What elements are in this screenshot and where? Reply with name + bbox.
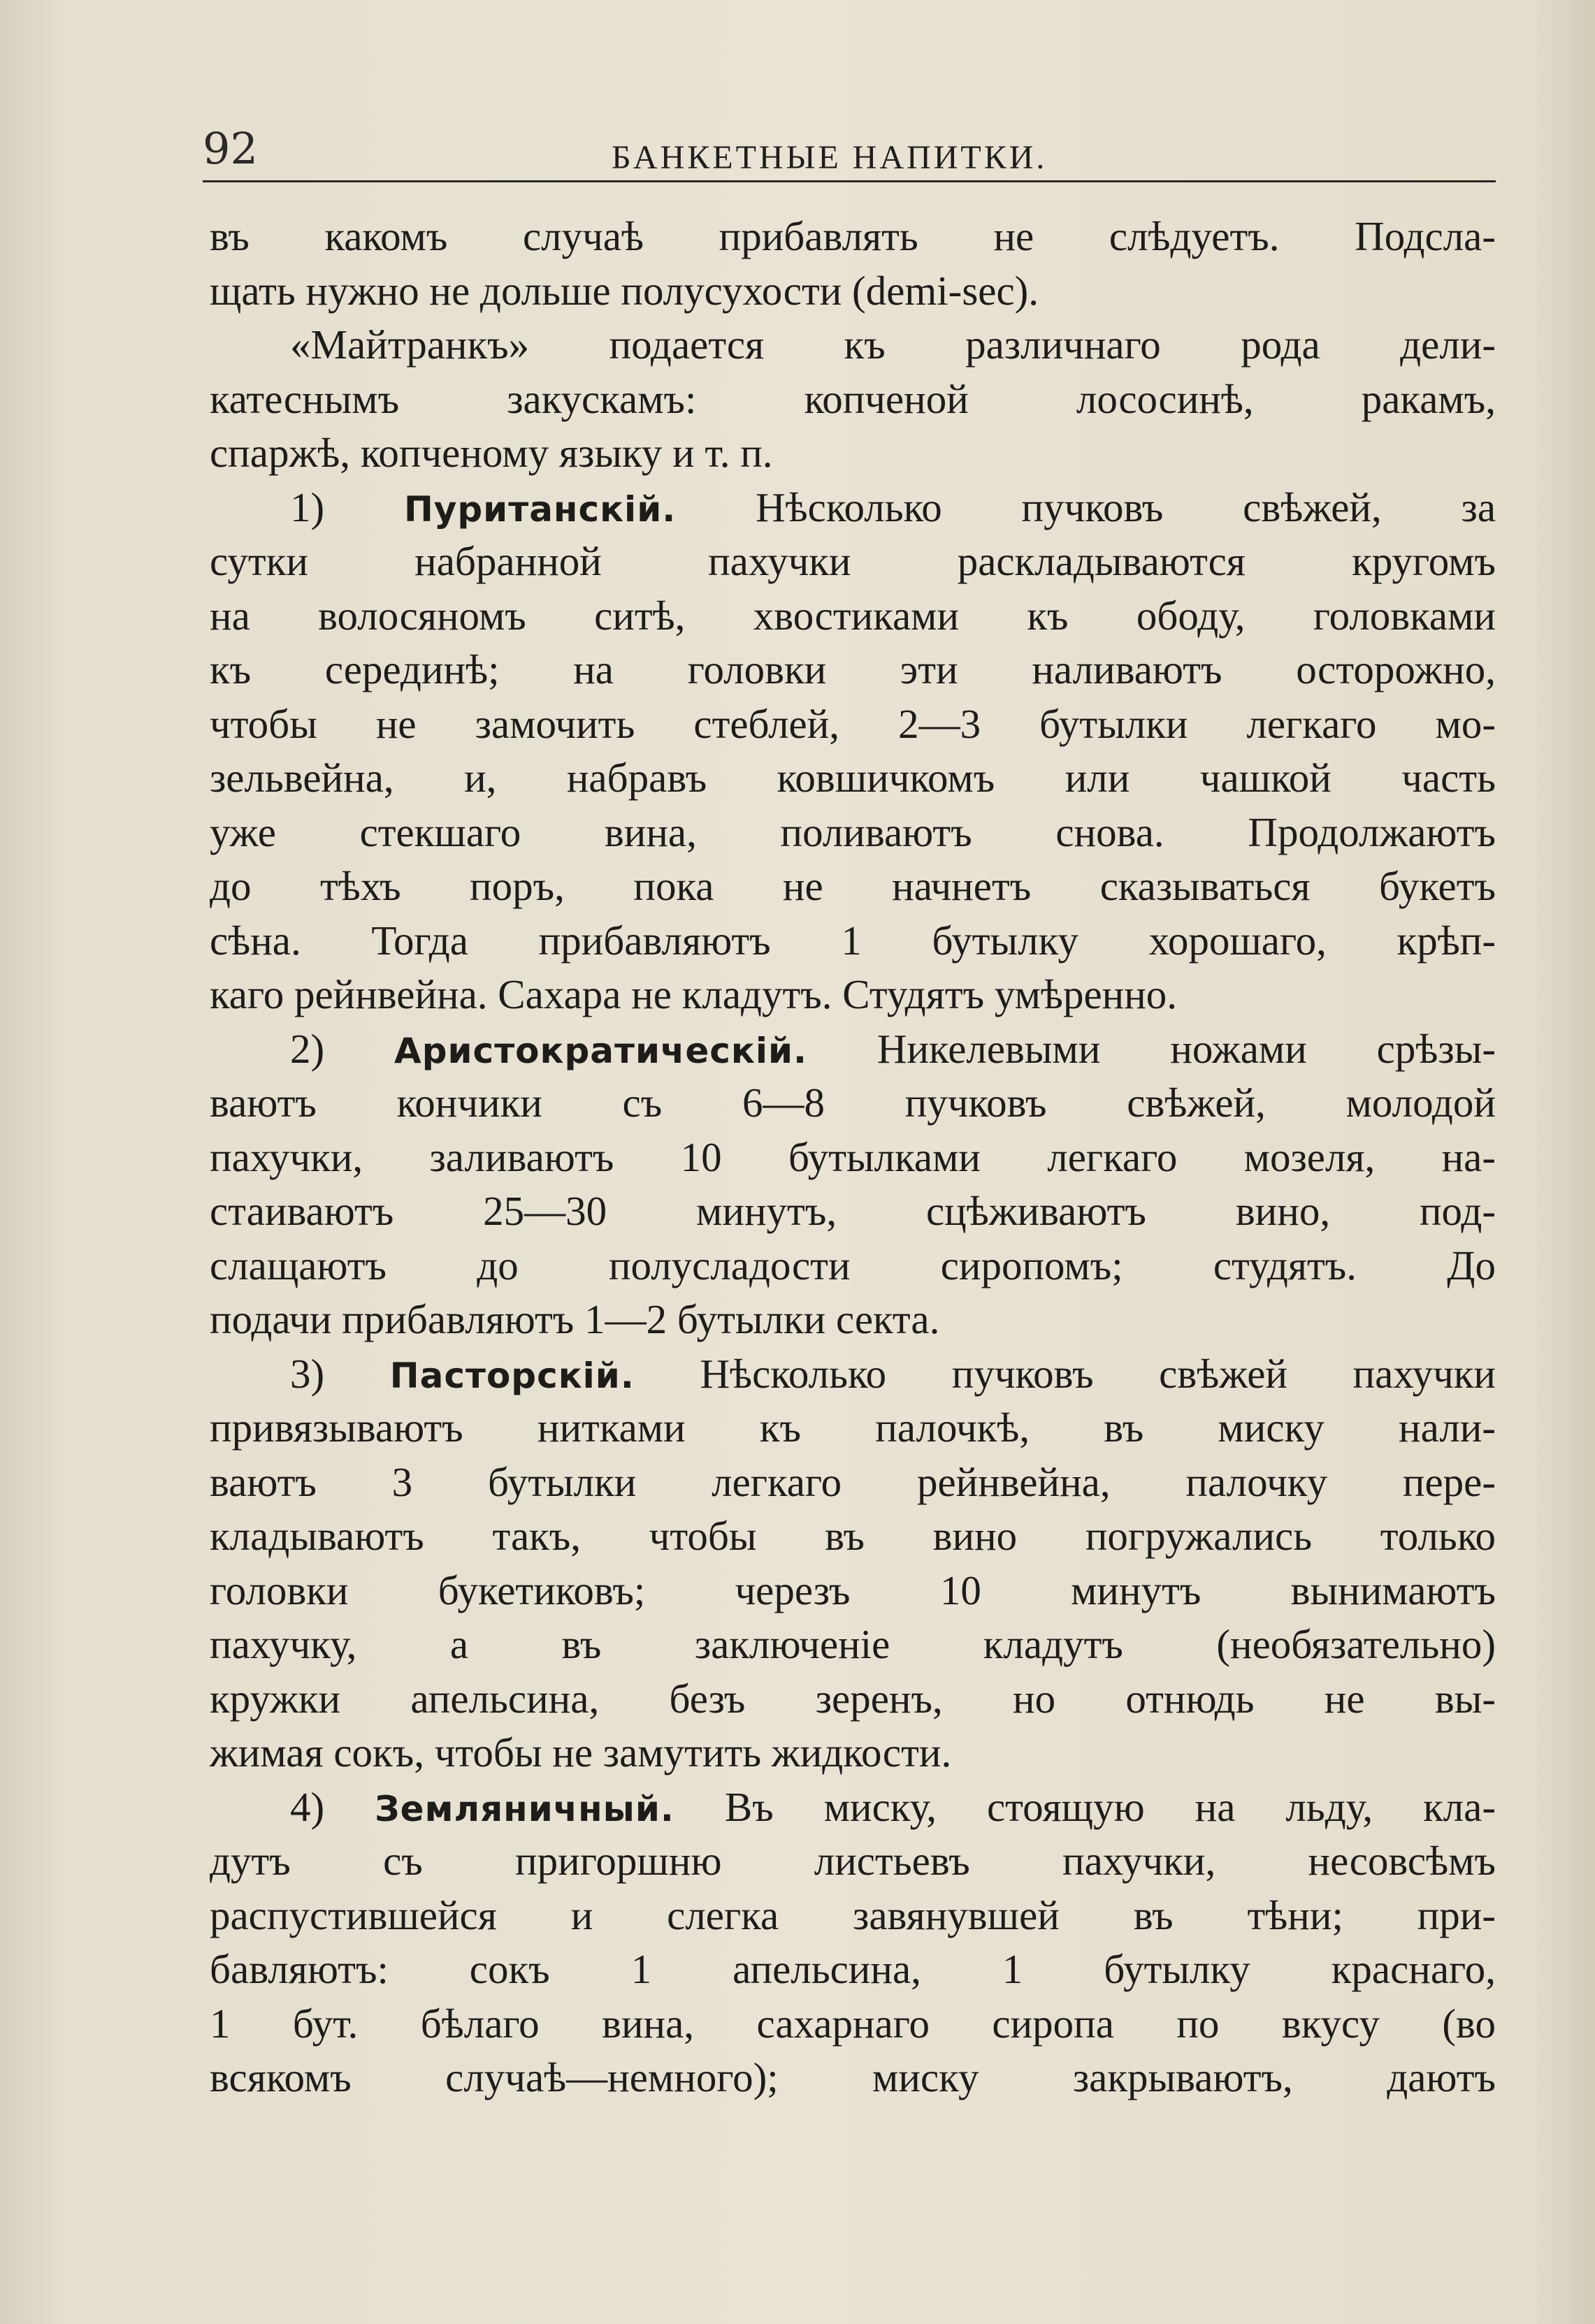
- recipe-number: 1): [290, 484, 325, 530]
- text-line: подачи прибавляютъ 1—2 бутылки секта.: [210, 1296, 940, 1342]
- recipe-first-text: Никелевыми ножами срѣзы-: [876, 1025, 1496, 1072]
- text-line: жимая сокъ, чтобы не замутить жидкости.: [210, 1729, 952, 1775]
- text-line: пахучку, а въ заключеніе кладутъ (необязательно): [210, 1621, 1496, 1667]
- text-line: 1 бут. бѣлаго вина, сахарнаго сиропа по вкусу (во: [210, 2000, 1496, 2047]
- running-head: [203, 124, 1496, 182]
- running-head-title: БАНКЕТНЫЕ НАПИТКИ.: [612, 139, 1048, 176]
- recipe-number: 3): [290, 1350, 325, 1397]
- recipe-title: Пасторскій.: [389, 1355, 635, 1396]
- text-line: дутъ съ пригоршню листьевъ пахучки, несовсѣмъ: [210, 1838, 1496, 1884]
- text-line: къ серединѣ; на головки эти наливаютъ осторожно,: [210, 646, 1496, 692]
- text-line: до тѣхъ поръ, пока не начнетъ сказываться букетъ: [210, 863, 1496, 909]
- recipe-title: Пуританскій.: [403, 488, 677, 530]
- text-line: уже стекшаго вина, поливаютъ снова. Продолжаютъ: [210, 808, 1496, 855]
- text-line: слащаютъ до полусладости сиропомъ; студятъ. До: [210, 1242, 1496, 1288]
- text-line: пахучки, заливаютъ 10 бутылками легкаго мозеля, на-: [210, 1133, 1496, 1180]
- text-line: всякомъ случаѣ—немного); миску закрываютъ, даютъ: [210, 2054, 1496, 2100]
- text-line: «Майтранкъ» подается къ различнаго рода дели-: [290, 321, 1496, 368]
- recipe-first-text: Въ миску, стоящую на льду, кла-: [724, 1783, 1496, 1830]
- text-line: ваютъ 3 бутылки легкаго рейнвейна, палочку пере-: [210, 1458, 1496, 1505]
- recipe-title: Аристократическій.: [394, 1030, 807, 1071]
- text-line: сѣна. Тогда прибавляютъ 1 бутылку хорошаго, крѣп-: [210, 917, 1496, 964]
- recipe-heading-line: [210, 1022, 1496, 1077]
- text-line: каго рейнвейна. Сахара не кладутъ. Студятъ умѣренно.: [210, 971, 1178, 1017]
- text-line: щать нужно не дольше полусухости (demi-sec).: [210, 267, 1039, 314]
- body-text: [210, 210, 1496, 2105]
- text-line: бавляютъ: сокъ 1 апельсина, 1 бутылку краснаго,: [210, 1946, 1496, 1992]
- text-line: чтобы не замочить стеблей, 2—3 бутылки легкаго мо-: [210, 700, 1496, 747]
- recipe-number: 4): [290, 1783, 325, 1830]
- text-line: привязываютъ нитками къ палочкѣ, въ миску нали-: [210, 1404, 1496, 1451]
- text-line: спаржѣ, копченому языку и т. п.: [210, 430, 773, 476]
- text-line: кружки апельсина, безъ зеренъ, но отнюдь не вы-: [210, 1675, 1496, 1722]
- recipe-heading-line: [210, 481, 1496, 535]
- recipe-number: 2): [290, 1025, 325, 1072]
- text-line: ваютъ кончики съ 6—8 пучковъ свѣжей, молодой: [210, 1080, 1496, 1126]
- recipe-heading-line: [210, 1347, 1496, 1402]
- page-number: 92: [203, 123, 258, 174]
- recipe-first-text: Нѣсколько пучковъ свѣжей, за: [756, 484, 1496, 530]
- text-line: на волосяномъ ситѣ, хвостиками къ ободу, головками: [210, 592, 1496, 639]
- text-line: катеснымъ закускамъ: копченой лососинѣ, ракамъ,: [210, 375, 1496, 422]
- text-line: распустившейся и слегка завянувшей въ тѣни; при-: [210, 1891, 1496, 1938]
- recipe-title: Земляничный.: [375, 1788, 674, 1829]
- text-line: въ какомъ случаѣ прибавлять не слѣдуетъ. Подсла-: [210, 213, 1496, 259]
- text-line: кладываютъ такъ, чтобы въ вино погружались только: [210, 1513, 1496, 1559]
- recipe-heading-line: [210, 1780, 1496, 1835]
- text-line: стаиваютъ 25—30 минутъ, сцѣживаютъ вино, под-: [210, 1188, 1496, 1234]
- text-line: зельвейна, и, набравъ ковшичкомъ или чашкой часть: [210, 755, 1496, 801]
- recipe-first-text: Нѣсколько пучковъ свѣжей пахучки: [700, 1350, 1496, 1397]
- text-line: головки букетиковъ; черезъ 10 минутъ вынимаютъ: [210, 1567, 1496, 1613]
- text-line: сутки набранной пахучки раскладываются кругомъ: [210, 538, 1496, 584]
